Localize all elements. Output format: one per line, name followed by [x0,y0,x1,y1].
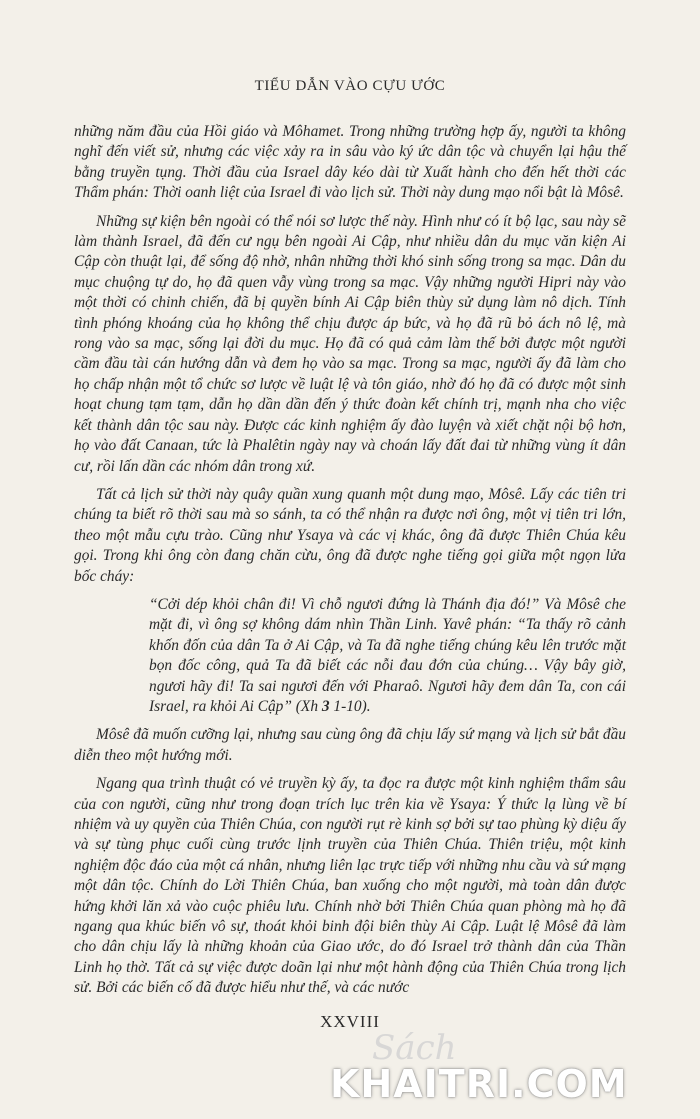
paragraph: Những sự kiện bên ngoài có thể nói sơ lược thế này. Hình như có ít bộ lạc, sau này sẽ làm thành Israel, đã đến cư ngụ bên ngoài Ai Cập, như nhiều dân du mục văn kiện Ai Cập còn thuật lại, để sống độ nhờ, nhân những thời khó sinh sống trong sa mạc. Dân du mục chuộng tự do, họ đã quen vẫy vùng trong sa mạc. Vậy những người Hipri này vào một thời có chinh chiến, đã bị quyền bính Ai Cập biên thùy sử dụng làm nô dịch. Tính tình phóng khoáng của họ không thể chịu được áp bức, và họ đã rũ bỏ ách nô lệ, mà rong vào sa mạc, sống lại đời du mục. Họ đã có quả cảm làm thế bởi được một người cầm đầu tài cán hướng dẫn và đem họ vào sa mạc. Trong sa mạc, người ấy đã làm cho họ chấp nhận một tổ chức sơ lược về luật lệ và tôn giáo, nhờ đó họ đã có được một sinh hoạt chung tạm tạm, dẫn họ dần dần đến ý thức đoàn kết chính trị, mạnh nha cho việc kết thành dân tộc sau này. Được các kinh nghiệm ấy đào luyện và xiết chặt nội bộ hơn, họ vào đất Canaan, tức là Phalêtin ngày nay và choán lấy đất đai từ những vùng ít dân cư, rồi lấn dần các nhóm dân trong xứ. [74,212,626,475]
page-number: XXVIII [320,1012,380,1031]
quote-ref-chapter: 3 [321,697,330,715]
scripture-quote [149,595,626,717]
watermark-logo [330,1028,690,1118]
quote-text: “Cởi dép khỏi chân đi! Vì chỗ ngươi đứng là Thánh địa đó!” Và Môsê che mặt đi, vì ông sợ không dám nhìn Thần Linh. Yavê phán: “Ta thấy rõ cảnh khốn đốn của dân Ta ở Ai Cập, và Ta đã nghe tiếng chúng kêu lên trước mặt bọn đốc công, quả Ta đã biết các nỗi đau đớn của chúng… Vậy bây giờ, ngươi hãy đi! Ta sai ngươi đến với Pharaô. Ngươi hãy đem dân Ta, con cái Israel, ra khỏi Ai Cập” (Xh [149,595,626,715]
paragraph: Môsê đã muốn cưỡng lại, nhưng sau cùng ông đã chịu lấy sứ mạng và lịch sử bắt đầu diễn theo một hướng mới. [74,726,626,764]
paragraph: Tất cả lịch sử thời này quây quần xung quanh một dung mạo, Môsê. Lấy các tiên tri chúng ta biết rõ thời sau mà so sánh, ta có thể nhận ra được nơi ông, một vị tiên tri lớn, theo một mẫu cựu trào. Cũng như Ysaya và các vị khác, ông đã được Thiên Chúa kêu gọi. Trong khi ông còn đang chăn cừu, ông đã được nghe tiếng gọi giữa một ngọn lửa bốc cháy: [74,485,626,585]
running-header: TIỂU DẪN VÀO CỰU ƯỚC [254,78,446,94]
quote-ref-verses: 1-10). [329,697,371,715]
paragraph: Ngang qua trình thuật có vẻ truyền kỳ ấy, ta đọc ra được một kinh nghiệm thẩm sâu của con người, cũng như trong đoạn trích lục trên kia về Ysaya: Ý thức lạ lùng về bí nhiệm và uy quyền của Thiên Chúa, con người rụt rè kinh sợ bởi sự tao phùng kỳ diệu ấy và sự tùng phục cuối cùng trước lịnh truyền của Thiên Chúa. Thiên triệu, một kinh nghiệm độc đáo của một cá nhân, nhưng liên lạc trực tiếp với những nhu cầu và sứ mạng một dân tộc. Chính do Lời Thiên Chúa, ban xuống cho một người, mà toàn dân được hứng khởi lăn xả vào cuộc phiêu lưu. Chính nhờ bởi Thiên Chúa quan phòng mà họ đã ngang qua khúc biến vô sự, thoát khỏi binh đội biên thùy Ai Cập. Luật lệ Môsê đã làm cho dân chịu lấy là những khoản của Giao ước, do đó Israel trở thành dân của Thần Linh họ thờ. Tất cả sự việc được doãn lại như một hành động của Thiên Chúa trong lịch sử. Bởi các biến cố đã được hiểu như thế, và các nước [74,775,626,997]
body-text [74,122,626,1007]
watermark-brand: KHAITRI.COM [330,1062,628,1106]
paragraph-continuation: những năm đầu của Hồi giáo và Môhamet. Trong những trường hợp ấy, người ta không nghĩ đến viết sử, nhưng các việc xảy ra in sâu vào ký ức dân tộc và chuyển lại hậu thế bằng truyền tụng. Thời đầu của Israel dây kéo dài từ Xuất hành cho đến hết thời các Thẩm phán: Thời oanh liệt của Israel đi vào lịch sử. Thời này dung mạo nổi bật là Môsê. [74,123,626,202]
watermark-script: Sách [372,1028,457,1068]
